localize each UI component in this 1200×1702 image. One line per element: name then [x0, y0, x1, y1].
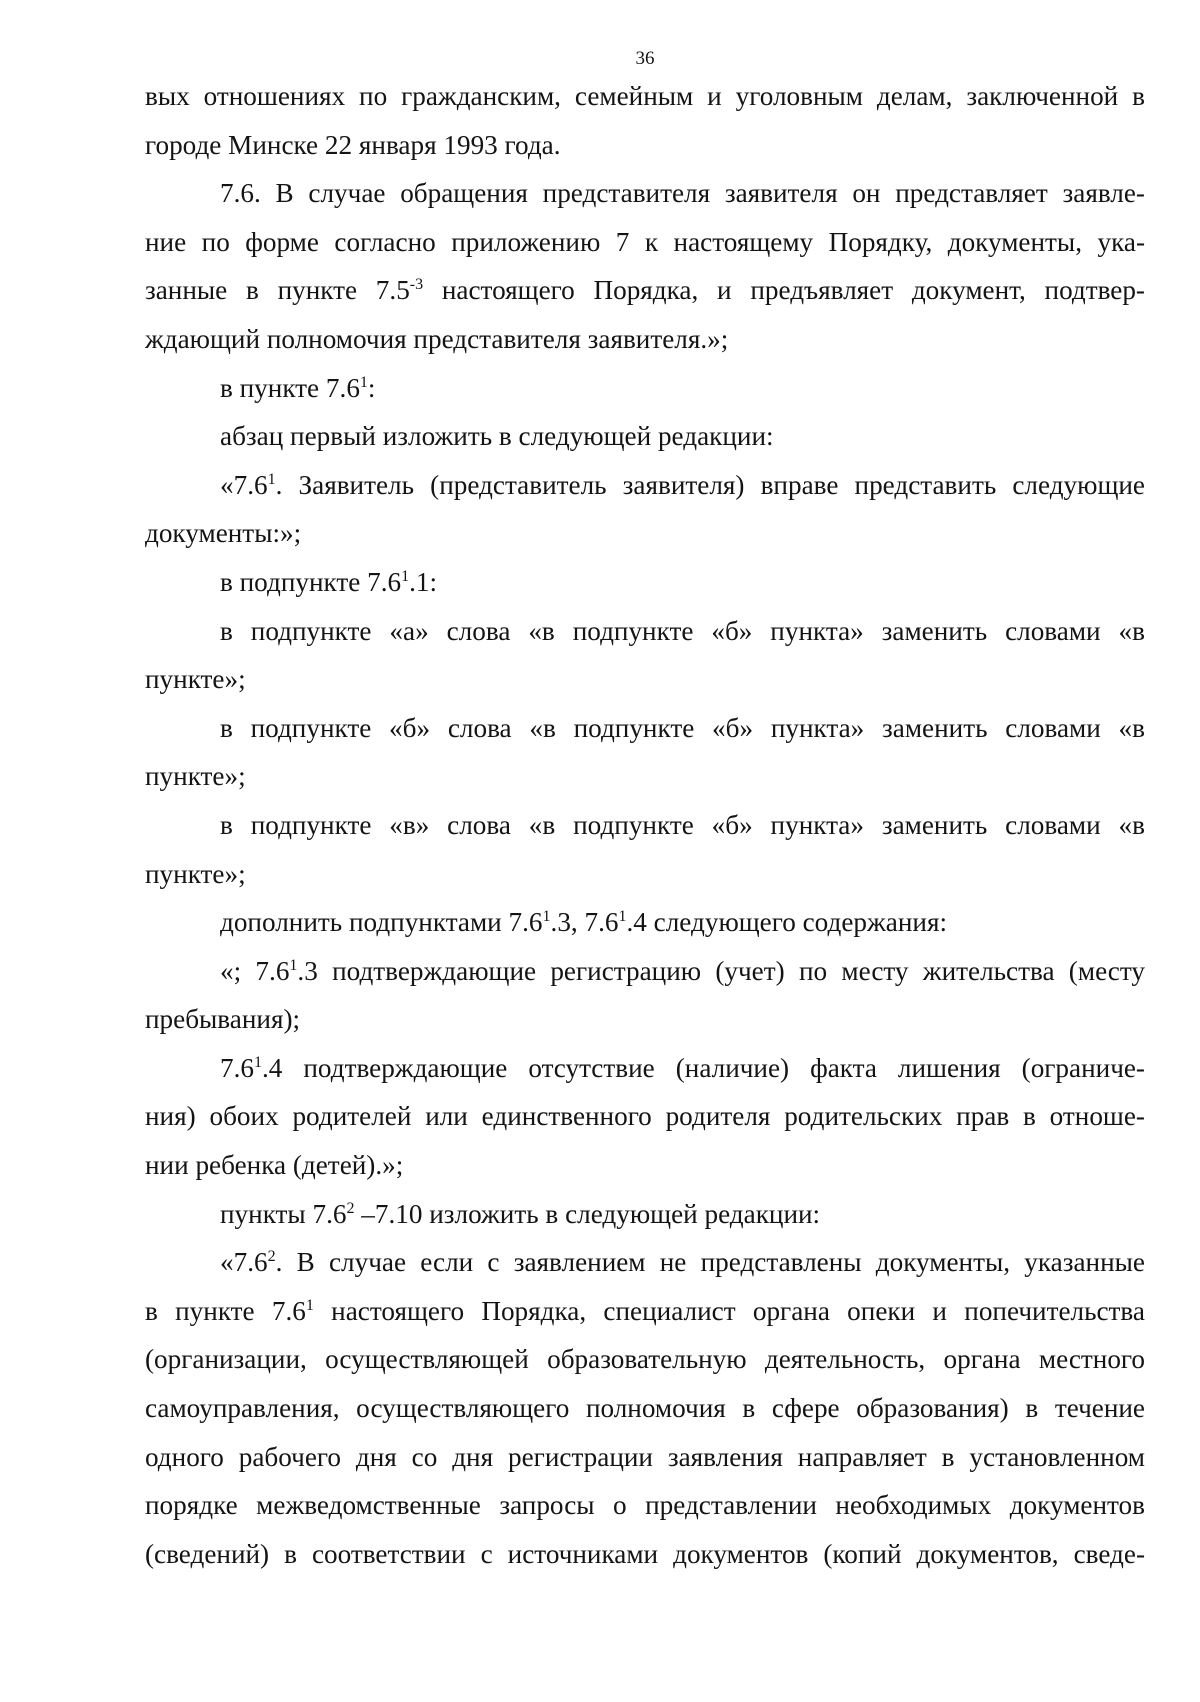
text-line: в пункте $7.6^1$ настоящего Порядка, специалист органа опеки и попечительства	[145, 1295, 1145, 1326]
text-line: в подпункте «а» слова «в подпункте «б» пункта» заменить словами «в	[220, 615, 1145, 646]
text-line: вых отношениях по гражданским, семейным и уголовным делам, заключенной в	[145, 81, 1145, 111]
text-line: «$7.6^1$. Заявитель (представитель заявителя) вправе представить следующие	[220, 469, 1145, 500]
text-line: «$7.6^2$. В случае если с заявлением не представлены документы, указанные	[220, 1247, 1145, 1278]
text-line: порядке межведомственные запросы о представлении необходимых документов	[145, 1490, 1145, 1521]
text-line: абзац первый изложить в следующей редакции:	[220, 421, 774, 452]
text-line: занные в пункте $7.5^{-3}$ настоящего Порядка, и предъявляет документ, подтвер-	[145, 275, 1145, 306]
text-line: пребывания);	[145, 1004, 301, 1035]
text-line: ждающий полномочия представителя заявителя.»;	[145, 323, 729, 354]
text-line: в подпункте «б» слова «в подпункте «б» пункта» заменить словами «в	[220, 712, 1145, 743]
page-number: 36	[635, 48, 655, 69]
text-line: в подпункте $7.6^1.1$:	[220, 566, 438, 597]
text-line: пункте»;	[145, 761, 246, 792]
text-line: ния) обоих родителей или единственного родителя родительских прав в отноше-	[145, 1101, 1145, 1132]
text-line: пункты $7.6^2$ –7.10 изложить в следующей редакции:	[220, 1198, 821, 1229]
text-line: (сведений) в соответствии с источниками документов (копий документов, сведе-	[145, 1538, 1145, 1569]
text-line: $7.6^1.4$ подтверждающие отсутствие (наличие) факта лишения (ограниче-	[220, 1052, 1145, 1083]
text-line: в подпункте «в» слова «в подпункте «б» пункта» заменить словами «в	[220, 809, 1145, 840]
text-line: одного рабочего дня со дня регистрации заявления направляет в установленном	[145, 1441, 1145, 1472]
text-line: в пункте $7.6^1$:	[220, 372, 376, 403]
text-line: документы:»;	[145, 518, 302, 549]
text-line: нии ребенка (детей).»;	[145, 1150, 404, 1181]
text-line: дополнить подпунктами $7.6^1.3$, $7.6^1.4$ следующего содержания:	[220, 907, 947, 938]
text-line: самоуправления, осуществляющего полномочия в сфере образования) в течение	[145, 1393, 1145, 1424]
text-line: 7.6. В случае обращения представителя заявителя он представляет заявле-	[220, 178, 1145, 209]
text-line: ние по форме согласно приложению 7 к настоящему Порядку, документы, ука-	[145, 226, 1145, 257]
text-line: пункте»;	[145, 664, 246, 695]
document-body	[145, 72, 1145, 1578]
text-line: городе Минске 22 января 1993 года.	[145, 129, 561, 160]
text-line: (организации, осуществляющей образовательную деятельность, органа местного	[145, 1344, 1145, 1375]
text-line: пункте»;	[145, 858, 246, 889]
text-line: «; $7.6^1.3$ подтверждающие регистрацию (учет) по месту жительства (месту	[220, 955, 1145, 986]
